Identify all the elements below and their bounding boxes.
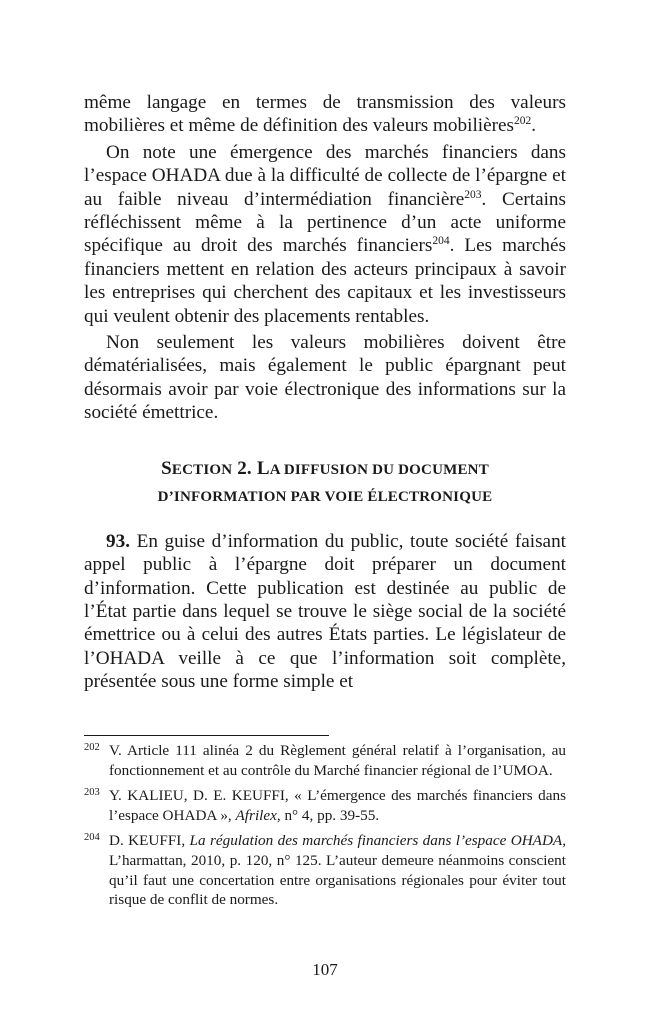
paragraph-text: En guise d’information du public, toute société faisant appel public à l’épargne doit préparer un document d’information. Cette publication est destinée au public de l’État partie dans lequel se trouve le siège social de la société émettrice ou à celui des autres États parties. Le législateur de l’OHADA veille à ce que l’information soit complète, présentée sous une forme simple et xyxy=(84,530,566,693)
footnote-text: V. Article 111 alinéa 2 du Règlement général relatif à l’organisation, au fonctionnement et au contrôle du Marché financier régional de l’UMOA. xyxy=(109,742,566,779)
section-heading-line-1 xyxy=(84,456,566,483)
section-heading-line-2 xyxy=(84,483,566,510)
heading-small-caps: A DIFFUSION DU DOCUMENT xyxy=(269,461,489,478)
paragraph-dematerialization: Non seulement les valeurs mobilières doivent être dématérialisées, mais également le public épargnant peut désormais avoir par voie électronique des informations sur la société émettrice. xyxy=(84,332,566,424)
footnote-203 xyxy=(84,786,566,825)
paragraph-93 xyxy=(84,530,566,694)
footnote-text-part: , n° 4, pp. 39-55. xyxy=(276,806,380,824)
paragraph-continuation xyxy=(84,91,566,138)
paragraph-financial-markets xyxy=(84,141,566,328)
main-text xyxy=(84,91,566,694)
paragraph-text: . xyxy=(531,115,537,137)
heading-small-caps: ECTION xyxy=(171,461,233,478)
footnote-number: 204 xyxy=(84,832,100,844)
section-heading xyxy=(84,456,566,510)
footnote-ref[interactable]: 204 xyxy=(432,235,450,248)
footnote-number: 203 xyxy=(84,787,100,799)
heading-capital: S xyxy=(161,457,172,479)
paragraph-text: même langage en termes de transmission des valeurs mobilières et même de définition des valeurs mobilières xyxy=(84,92,566,137)
heading-small-caps: D’ xyxy=(157,488,174,505)
paragraph-text: . Les marchés financiers mettent en relation des acteurs principaux à savoir les entreprises qui cherchent des capitaux et les investisseurs qui veulent obtenir des placements rentables. xyxy=(84,235,566,327)
heading-small-caps: INFORMATION PAR VOIE ÉLECTRONIQUE xyxy=(173,488,493,505)
footnote-journal-title: Afrilex xyxy=(235,806,277,824)
paragraph-number: 93. xyxy=(106,530,130,552)
paragraph-text: . Certains réfléchissent même à la pertinence d’un acte uniforme spécifique au droit des marchés financiers xyxy=(84,188,566,257)
footnote-separator xyxy=(84,735,329,736)
footnote-number: 202 xyxy=(84,742,100,753)
footnote-text-part: Y. KALIEU, D. E. KEUFFI, « L’émergence des marchés financiers dans l’espace OHADA », xyxy=(109,787,566,824)
page-number: 107 xyxy=(312,960,338,979)
paragraph-text: On note une émergence des marchés financiers dans l’espace OHADA due à la difficulté de collecte de l’épargne et au faible niveau d’intermédiation financière xyxy=(84,141,566,210)
footnote-ref[interactable]: 203 xyxy=(464,188,482,201)
footnote-book-title: La régulation des marchés financiers dans l’espace OHADA, xyxy=(189,832,566,850)
footnote-202 xyxy=(84,741,566,780)
footnote-text-part: D. KEUFFI, xyxy=(109,832,190,850)
footnote-text-part: L’harmattan, 2010, p. 120, n° 125. L’auteur demeure néanmoins conscient qu’il faut une concertation entre organisations régionales pour éviter tout risque de conflit de normes. xyxy=(109,851,566,909)
heading-number: 2. xyxy=(232,457,257,479)
footnote-text xyxy=(109,831,566,909)
heading-capital: L xyxy=(256,457,270,479)
footnotes xyxy=(84,741,566,916)
footnote-204 xyxy=(84,831,566,909)
footnote-ref[interactable]: 202 xyxy=(514,115,532,128)
footnote-text xyxy=(109,786,566,825)
